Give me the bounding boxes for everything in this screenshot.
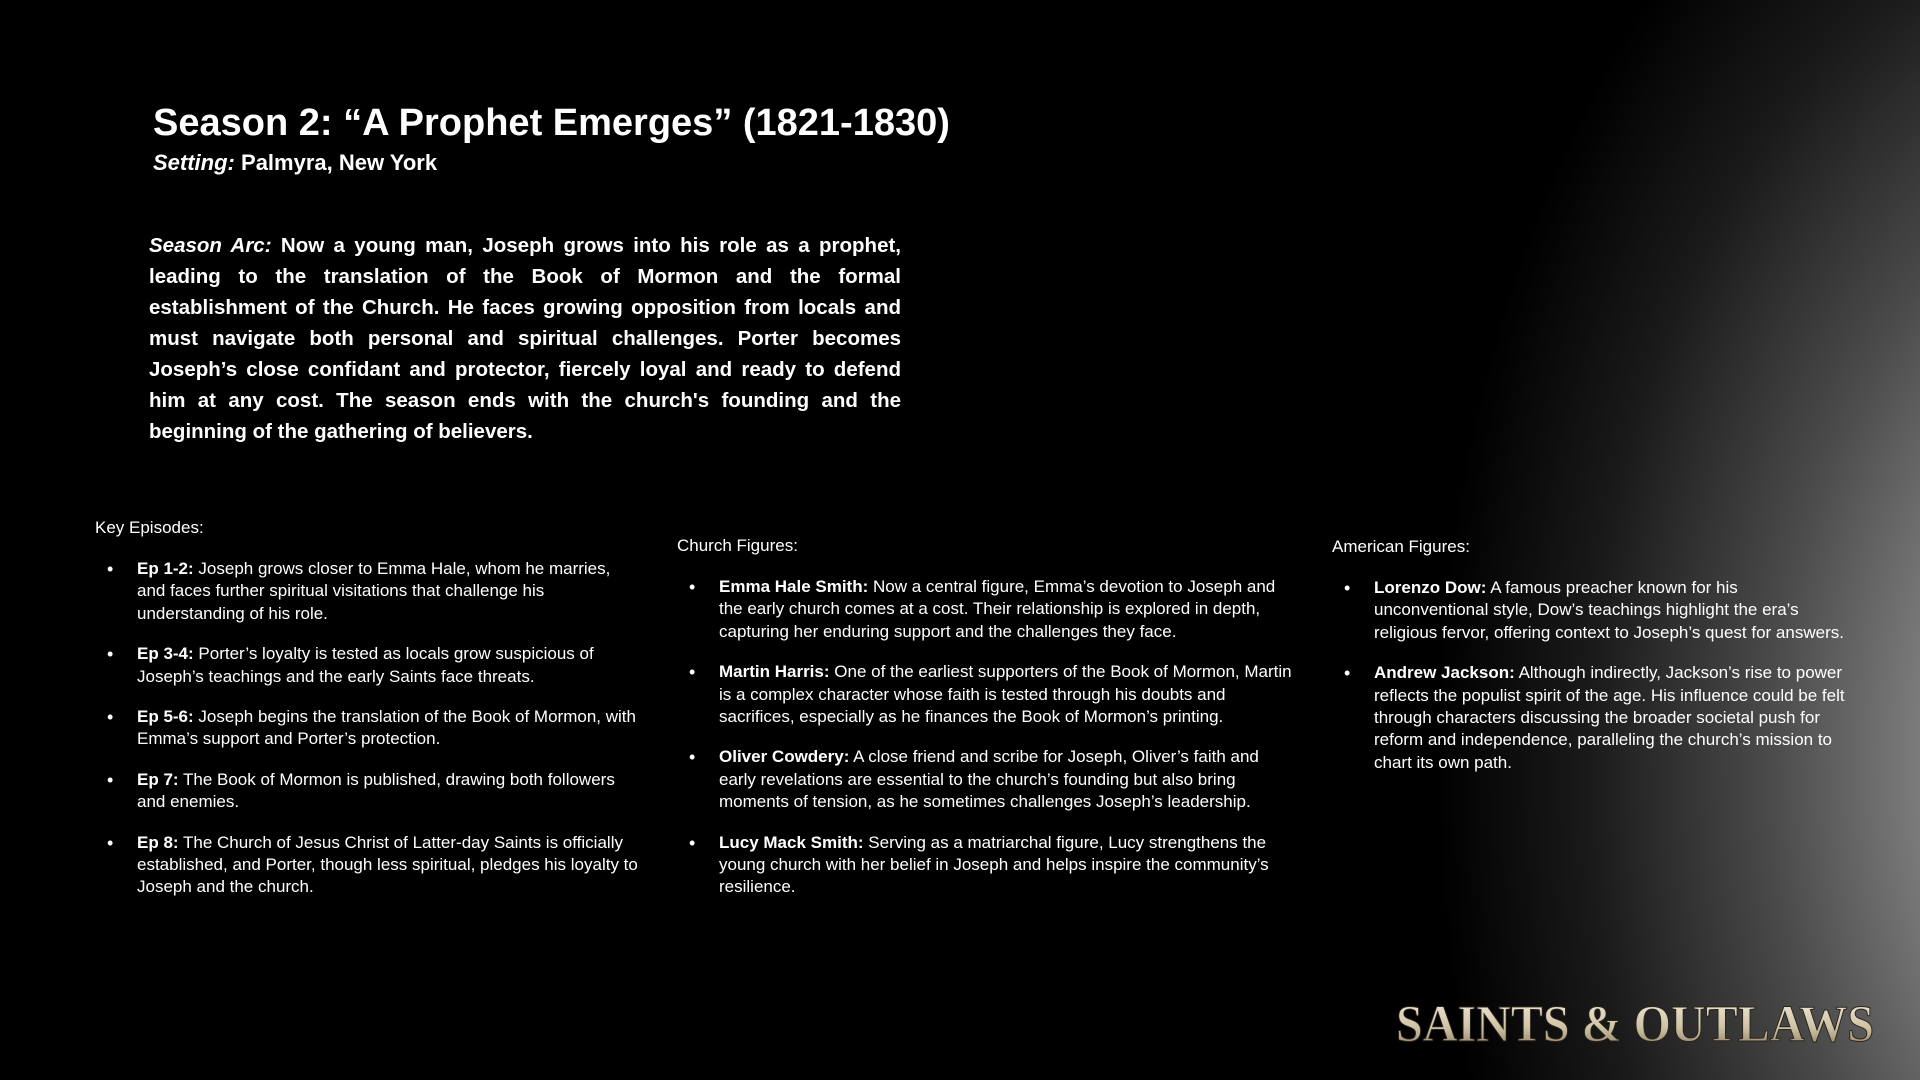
american-figures-section	[1332, 537, 1852, 774]
figure-name: Emma Hale Smith:	[719, 577, 869, 596]
figure-text: Serving as a matriarchal figure, Lucy strengthens the young church with her belief in Joseph and helps inspire the community’s resilience.	[719, 832, 1269, 897]
list-item	[677, 661, 1297, 728]
season-arc-label: Season Arc:	[149, 234, 272, 257]
episode-text: Joseph grows closer to Emma Hale, whom he marries, and faces further spiritual visitations that challenge his understanding of his role.	[137, 559, 611, 623]
season-arc	[149, 230, 901, 447]
key-episodes-section	[95, 518, 640, 899]
episode-text: Joseph begins the translation of the Book of Mormon, with Emma’s support and Porter’s protection.	[137, 707, 636, 749]
episode-label: Ep 8:	[137, 832, 179, 852]
list-item	[677, 832, 1297, 899]
episode-text: Porter’s loyalty is tested as locals grow suspicious of Joseph’s teachings and the early Saints face threats.	[137, 644, 594, 686]
season-title: Season 2: “A Prophet Emerges” (1821-1830)	[153, 102, 950, 144]
figure-text: Now a central figure, Emma’s devotion to Joseph and the early church comes at a cost. Their relationship is explored in depth, capturing her enduring support and the challenges they face.	[719, 577, 1276, 641]
setting-value: Palmyra, New York	[241, 150, 438, 175]
episode-text: The Church of Jesus Christ of Latter-day Saints is officially established, and Porter, though less spiritual, pledges his loyalty to Joseph and the church.	[137, 832, 638, 897]
figure-name: Martin Harris:	[719, 662, 830, 682]
episode-label: Ep 1-2:	[137, 559, 194, 578]
list-item	[95, 558, 640, 625]
key-episodes-heading: Key Episodes:	[95, 518, 204, 537]
figure-name: Andrew Jackson:	[1374, 663, 1515, 683]
episode-label: Ep 3-4:	[137, 644, 194, 664]
list-item	[95, 769, 640, 814]
american-figures-list	[1332, 577, 1852, 774]
setting-line	[153, 150, 437, 176]
church-figures-list	[677, 576, 1297, 899]
figure-name: Oliver Cowdery:	[719, 747, 850, 767]
list-item	[1332, 577, 1852, 644]
american-figures-heading: American Figures:	[1332, 537, 1470, 556]
list-item	[677, 576, 1297, 643]
list-item	[95, 643, 640, 688]
figure-name: Lucy Mack Smith:	[719, 832, 864, 852]
list-item	[1332, 662, 1852, 774]
episode-label: Ep 7:	[137, 769, 179, 789]
setting-label: Setting:	[153, 150, 235, 175]
church-figures-heading: Church Figures:	[677, 536, 798, 555]
figure-name: Lorenzo Dow:	[1374, 578, 1487, 597]
list-item	[677, 746, 1297, 813]
figure-text: Although indirectly, Jackson’s rise to power reflects the populist spirit of the age. His influence could be felt through characters discussing the broader societal push for reform and independence, paralleling the church’s mission to chart its own path.	[1374, 663, 1845, 772]
figure-text: A close friend and scribe for Joseph, Oliver’s faith and early revelations are essential to the church’s founding but also bring moments of tension, as he sometimes challenges Joseph’s leadership.	[719, 747, 1259, 812]
logo-wordmark: SAINTS & OUTLAWS	[1396, 996, 1874, 1053]
episode-label: Ep 5-6:	[137, 707, 194, 727]
key-episodes-list	[95, 558, 640, 899]
episode-text: The Book of Mormon is published, drawing both followers and enemies.	[137, 769, 615, 812]
figure-text: A famous preacher known for his unconventional style, Dow’s teachings highlight the era’s religious fervor, offering context to Joseph’s quest for answers.	[1374, 578, 1844, 642]
figure-text: One of the earliest supporters of the Book of Mormon, Martin is a complex character whose faith is tested through his doubts and sacrifices, especially as he finances the Book of Mormon’s printing.	[719, 662, 1292, 727]
list-item	[95, 706, 640, 751]
list-item	[95, 832, 640, 899]
season-arc-text: Now a young man, Joseph grows into his role as a prophet, leading to the translation of the Book of Mormon and the formal establishment of the Church. He faces growing opposition from locals and must navigate both personal and spiritual challenges. Porter becomes Joseph’s close confidant and protector, fiercely loyal and ready to defend him at any cost. The season ends with the church's founding and the beginning of the gathering of believers.	[149, 234, 901, 443]
church-figures-section	[677, 536, 1297, 899]
saints-and-outlaws-logo	[1393, 990, 1877, 1056]
